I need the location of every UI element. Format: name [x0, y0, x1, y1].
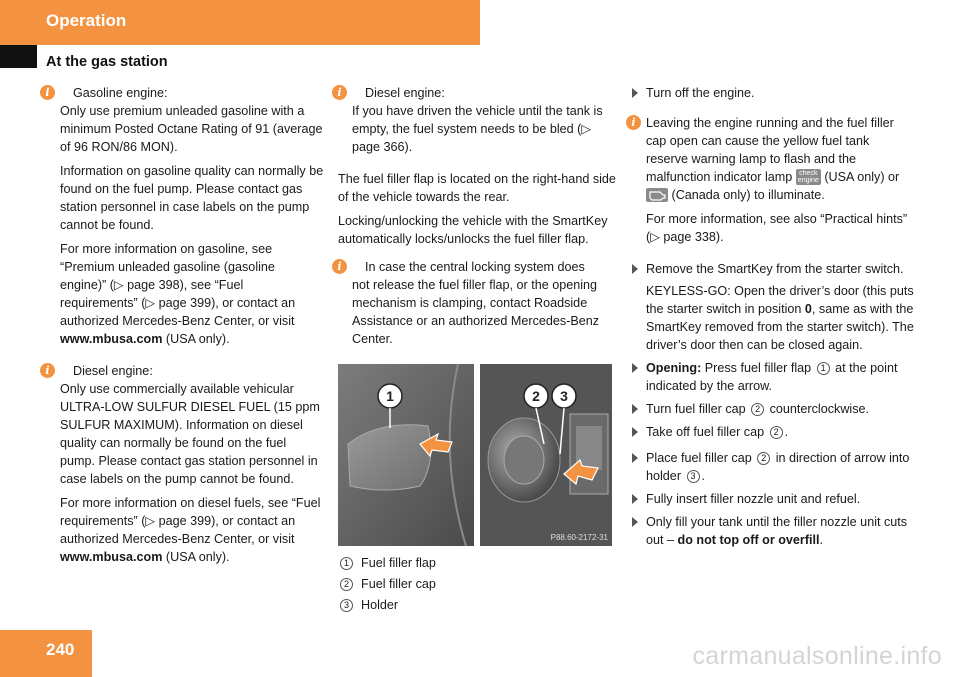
photo-code: P88.60-2172-31 — [550, 533, 608, 542]
column-2 — [338, 84, 616, 362]
text: . — [819, 533, 824, 547]
text: (USA only). — [162, 332, 230, 346]
paragraph: Locking/unlocking the vehicle with the SmartKey automatically locks/unlocks the fuel filler flap. — [338, 214, 608, 246]
step-subtext — [646, 282, 914, 354]
step-turn-cap — [632, 400, 914, 418]
page-number: 240 — [46, 640, 75, 659]
ref-number: 2 — [757, 452, 770, 465]
paragraph: For more information, see also “Practical hints” (▷ page 338). — [646, 212, 908, 244]
fuel-cap-illustration — [480, 364, 612, 546]
step-text: Turn off the engine. — [646, 86, 755, 100]
note-diesel — [46, 362, 324, 566]
paragraph: Only use commercially available vehicular ULTRA-LOW SULFUR DIESEL FUEL (15 ppm SULFUR MAXIMUM). Information on diesel quality can normally be found on the fuel pump. Please contact gas station personnel in case labels on the pump cannot be found. — [60, 382, 320, 486]
column-3 — [632, 84, 914, 554]
note-central-locking — [338, 258, 616, 348]
watermark: carmanualsonline.info — [692, 642, 942, 670]
legend-label: Holder — [361, 598, 399, 612]
note-diesel-bleed — [338, 84, 616, 156]
legend-number: 1 — [340, 557, 353, 570]
paragraph — [60, 494, 324, 566]
info-icon: i — [40, 85, 55, 100]
text: For more information on diesel fuels, see “Fuel requirements” (▷ page 399), or contact an authorized Mercedes-Benz Center, or visit — [60, 496, 321, 546]
callout-3: 3 — [560, 388, 568, 404]
paragraph: Only use premium unleaded gasoline with a minimum Posted Octane Rating of 91 (average of 96 RON/86 MON). — [60, 104, 323, 154]
lamp-text: engine — [797, 177, 819, 184]
step-label: Opening: — [646, 361, 702, 375]
step-remove-smartkey — [632, 260, 914, 354]
info-icon: i — [626, 115, 641, 130]
note-body — [352, 276, 616, 348]
paragraph: The fuel filler flap is located on the right-hand side of the vehicle towards the rear. — [338, 172, 616, 204]
note-heading: Diesel engine: — [365, 86, 445, 100]
check-engine-lamp-icon — [796, 169, 821, 185]
step-fill-tank — [632, 513, 914, 549]
text: Press fuel filler flap — [701, 361, 815, 375]
text: Take off fuel filler cap — [646, 425, 768, 439]
info-icon: i — [40, 363, 55, 378]
step-arrow-icon — [632, 404, 638, 414]
text: KEYLESS-GO: Open the driver’s door (this puts the starter switch in position — [646, 284, 914, 316]
text: at the point indicated by the arrow. — [646, 361, 898, 393]
fuel-flap-illustration — [338, 364, 474, 546]
ref-number: 2 — [770, 426, 783, 439]
note-body — [352, 102, 616, 156]
note-body — [60, 380, 324, 566]
step-turn-off-engine — [632, 84, 914, 102]
info-icon: i — [332, 259, 347, 274]
legend-item — [338, 595, 436, 616]
text: 0 — [804, 302, 812, 316]
website-link[interactable]: www.mbusa.com — [60, 550, 163, 564]
text: counterclockwise. — [766, 402, 870, 416]
legend-label: Fuel filler flap — [361, 556, 436, 570]
lamp-text: check — [799, 170, 818, 177]
legend-number: 2 — [340, 578, 353, 591]
paragraph — [646, 114, 914, 204]
fuel-flap-photo — [338, 364, 474, 546]
note-body — [60, 102, 324, 348]
step-arrow-icon — [632, 453, 638, 463]
text: (USA only). — [162, 550, 230, 564]
legend-number: 3 — [340, 599, 353, 612]
warning-text: do not top off or overfill — [677, 533, 820, 547]
callout-1: 1 — [386, 388, 394, 404]
step-text: Remove the SmartKey from the starter switch. — [646, 262, 904, 276]
step-place-cap — [632, 449, 914, 485]
step-text: Fully insert filler nozzle unit and refuel. — [646, 492, 861, 506]
ref-number: 2 — [751, 403, 764, 416]
engine-symbol-lamp-icon — [646, 188, 668, 202]
text: , same as with the SmartKey removed from the starter switch). The driver’s door then can be closed again. — [646, 302, 914, 352]
website-link[interactable]: www.mbusa.com — [60, 332, 163, 346]
paragraph — [60, 240, 324, 348]
legend-item — [338, 553, 436, 574]
text: . — [701, 469, 706, 483]
text: For more information on gasoline, see “Premium unleaded gasoline (gasoline engine)” (▷ page 398), see “Fuel requirements” (▷ page 399), or contact an authorized Mercedes-Benz Center, or visit — [60, 242, 296, 328]
paragraph: Information on gasoline quality can normally be found on the fuel pump. Please contact gas station personnel in case labels on the pump cannot be found. — [60, 164, 324, 232]
note-gasoline — [46, 84, 324, 348]
text: (USA only) or — [820, 170, 900, 184]
section-title: At the gas station — [46, 54, 168, 70]
paragraph: not release the fuel filler flap, or the opening mechanism is clamping, contact Roadside Assistance or an authorized Mercedes-Benz Center. — [352, 278, 600, 346]
step-arrow-icon — [632, 427, 638, 437]
step-take-off-cap — [632, 423, 914, 441]
column-1 — [46, 84, 324, 580]
text: . — [784, 425, 789, 439]
step-arrow-icon — [632, 264, 638, 274]
note-heading: Gasoline engine: — [73, 86, 168, 100]
note-heading: Diesel engine: — [73, 364, 153, 378]
step-arrow-icon — [632, 517, 638, 527]
figure-legend — [338, 553, 436, 616]
legend-label: Fuel filler cap — [361, 577, 436, 591]
ref-number: 3 — [687, 470, 700, 483]
note-heading: In case the central locking system does — [365, 260, 585, 274]
callout-2: 2 — [532, 388, 540, 404]
text: Turn fuel filler cap — [646, 402, 750, 416]
ref-number: 1 — [817, 362, 830, 375]
paragraph: If you have driven the vehicle until the tank is empty, the fuel system needs to be bled (▷ page 366). — [352, 104, 603, 154]
section-marker — [0, 45, 37, 68]
info-icon: i — [332, 85, 347, 100]
legend-item — [338, 574, 436, 595]
note-body — [646, 114, 914, 246]
chapter-title: Operation — [46, 11, 127, 30]
text: Leaving the engine running and the fuel filler cap open can cause the yellow fuel tank reserve warning lamp to flash and the malfunction indicator lamp — [646, 116, 894, 184]
step-arrow-icon — [632, 363, 638, 373]
fuel-cap-photo — [480, 364, 612, 546]
text: Only fill your tank until the filler nozzle unit cuts out – — [646, 515, 908, 547]
text: in direction of arrow into holder — [646, 451, 910, 483]
step-arrow-icon — [632, 88, 638, 98]
step-opening — [632, 359, 914, 395]
text: (Canada only) to illuminate. — [668, 188, 825, 202]
text: Place fuel filler cap — [646, 451, 756, 465]
note-engine-running — [632, 114, 914, 246]
step-arrow-icon — [632, 494, 638, 504]
step-insert-nozzle — [632, 490, 914, 508]
